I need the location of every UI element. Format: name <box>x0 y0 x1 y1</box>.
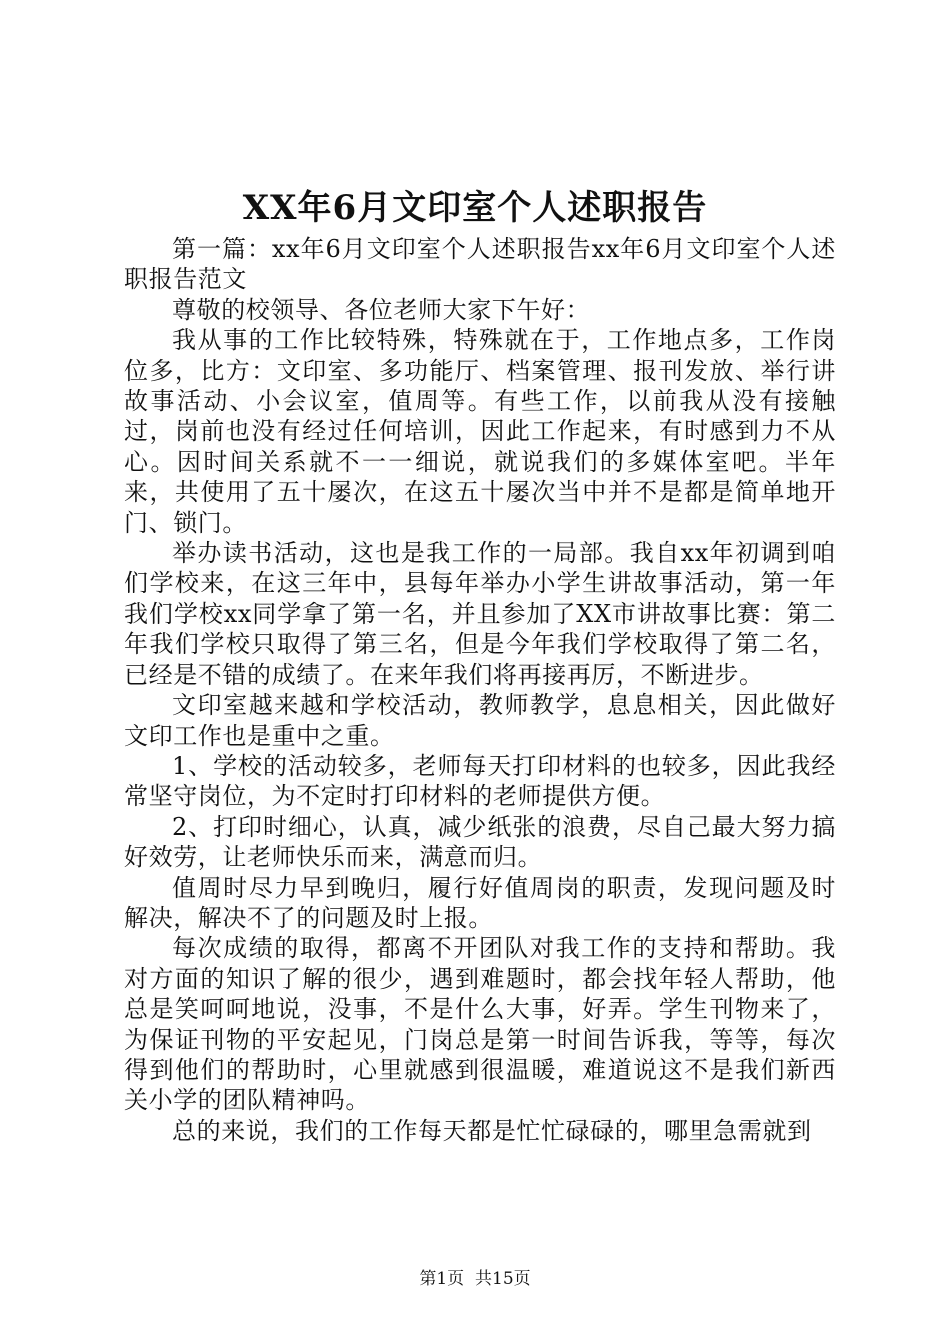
paragraph: 文印室越来越和学校活动，教师教学，息息相关，因此做好文印工作也是重中之重。 <box>124 691 836 750</box>
page-total: 共15页 <box>475 1269 531 1289</box>
paragraph: 2、打印时细心，认真，减少纸张的浪费，尽自己最大努力搞好效劳，让老师快乐而来，满意而归。 <box>124 812 836 872</box>
paragraph: 值周时尽力早到晚归，履行好值周岗的职责，发现问题及时解决，解决不了的问题及时上报。 <box>124 873 836 932</box>
paragraph: 我从事的工作比较特殊，特殊就在于，工作地点多，工作岗位多，比方：文印室、多功能厅、档案管理、报刊发放、举行讲故事活动、小会议室，值周等。有些工作，以前我从没有接触过，岗前也没有经过任何培训，因此工作起来，有时感到力不从心。因时间关系就不一一细说，就说我们的多媒体室吧。半年来，共使用了五十屡次，在这五十屡次当中并不是都是简单地开门、锁门。 <box>124 326 836 537</box>
paragraph: 每次成绩的取得，都离不开团队对我工作的支持和帮助。我对方面的知识了解的很少，遇到难题时，都会找年轻人帮助，他总是笑呵呵地说，没事，不是什么大事，好弄。学生刊物来了，为保证刊物的平安起见，门岗总是第一时间告诉我，等等，每次得到他们的帮助时，心里就感到很温暖，难道说这不是我们新西关小学的团队精神吗。 <box>124 934 836 1115</box>
document-title: XX年6月文印室个人述职报告 <box>242 188 708 228</box>
paragraph: 1、学校的活动较多，老师每天打印材料的也较多，因此我经常坚守岗位，为不定时打印材料的老师提供方便。 <box>124 751 836 811</box>
page-footer <box>0 1268 950 1290</box>
paragraph: 举办读书活动，这也是我工作的一局部。我自xx年初调到咱们学校来，在这三年中，县每年举办小学生讲故事活动，第一年我们学校xx同学拿了第一名，并且参加了XX市讲故事比赛：第二年我们学校只取得了第三名，但是今年我们学校取得了第二名，已经是不错的成绩了。在来年我们将再接再厉，不断进步。 <box>124 539 836 689</box>
paragraph: 尊敬的校领导、各位老师大家下午好： <box>172 295 591 324</box>
page-number: 第1页 <box>419 1269 465 1289</box>
document-body <box>124 234 836 1146</box>
paragraph: 第一篇：xx年6月文印室个人述职报告xx年6月文印室个人述职报告范文 <box>124 235 836 294</box>
paragraph: 总的来说，我们的工作每天都是忙忙碌碌的，哪里急需就到 <box>172 1116 812 1145</box>
